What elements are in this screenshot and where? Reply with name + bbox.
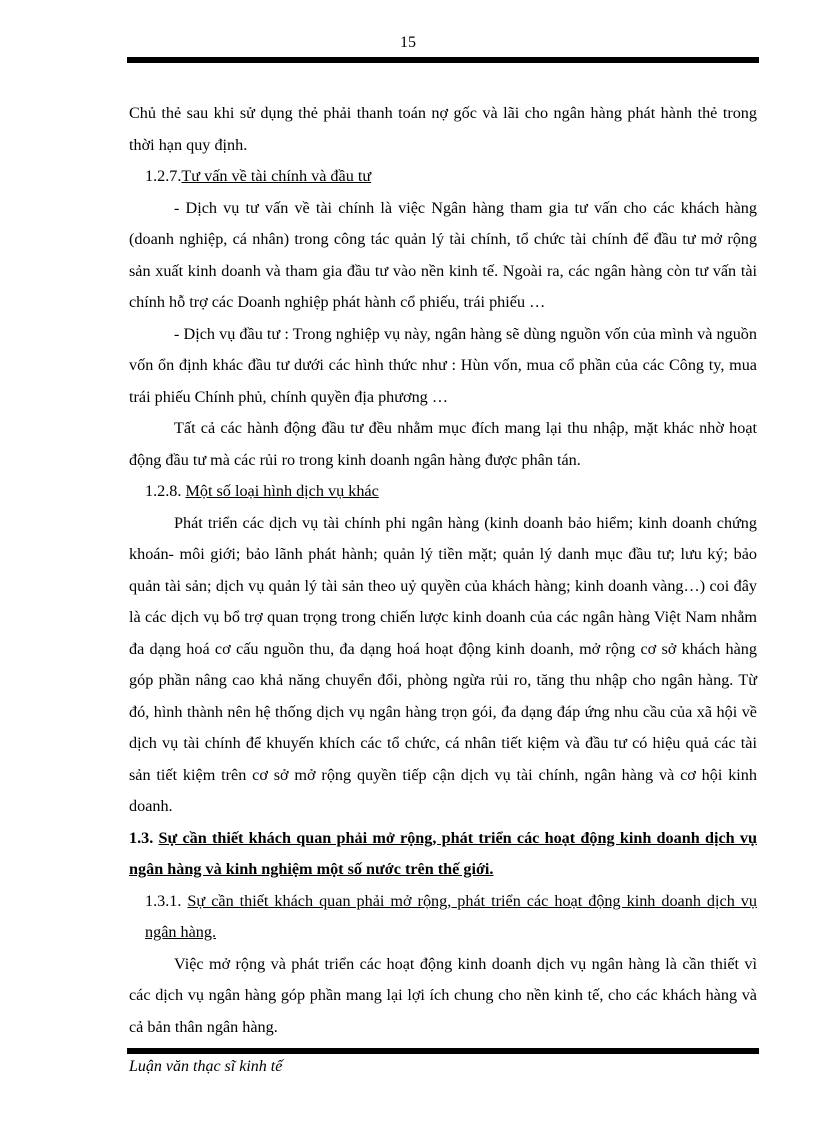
document-body (129, 98, 757, 1043)
heading-number: 1.2.8. (145, 482, 186, 500)
paragraph: - Dịch vụ tư vấn về tài chính là việc Ngân hàng tham gia tư vấn cho các khách hàng (doanh nghiệp, cá nhân) trong công tác quản lý tài chính, tổ chức tài chính để đầu tư mở rộng sản xuất kinh doanh và tham gia đầu tư vào nền kinh tế. Ngoài ra, các ngân hàng còn tư vấn tài chính hỗ trợ các Doanh nghiệp phát hành cổ phiếu, trái phiếu … (129, 198, 757, 311)
header-rule (127, 57, 759, 63)
paragraph: Phát triển các dịch vụ tài chính phi ngân hàng (kinh doanh bảo hiểm; kinh doanh chứng khoán- môi giới; bảo lãnh phát hành; quản lý tiền mặt; quản lý danh mục đầu tư; lưu ký; bảo quản tài sản; dịch vụ quản lý tài sản theo uỷ quyền của khách hàng; kinh doanh vàng…) coi đây là các dịch vụ bổ trợ quan trọng trong chiến lược kinh doanh của các ngân hàng Việt Nam nhằm đa dạng hoá cơ cấu nguồn thu, đa dạng hoá hoạt động kinh doanh, mở rộng cơ sở khách hàng góp phần nâng cao khả năng chuyển đổi, phòng ngừa rủi ro, tăng thu nhập cho ngân hàng. Từ đó, hình thành nên hệ thống dịch vụ ngân hàng trọn gói, đa dạng đáp ứng nhu cầu của xã hội về dịch vụ tài chính để khuyến khích các tổ chức, cá nhân tiết kiệm và đầu tư có hiệu quả các tài sản tiết kiệm trên cơ sở mở rộng quyền tiếp cận dịch vụ tài chính, ngân hàng và cơ hội kinh doanh. (129, 513, 757, 815)
paragraph: Tất cả các hành động đầu tư đều nhằm mục đích mang lại thu nhập, mặt khác nhờ hoạt động đầu tư mà các rủi ro trong kinh doanh ngân hàng được phân tán. (129, 419, 757, 469)
paragraph: Chủ thẻ sau khi sử dụng thẻ phải thanh toán nợ gốc và lãi cho ngân hàng phát hành thẻ trong thời hạn quy định. (129, 104, 757, 154)
page-number: 15 (400, 34, 416, 51)
heading-title: Một số loại hình dịch vụ khác (185, 482, 379, 500)
heading-1-3-1 (129, 886, 757, 949)
paragraph: - Dịch vụ đầu tư : Trong nghiệp vụ này, ngân hàng sẽ dùng nguồn vốn của mình và nguồn vốn ổn định khác đầu tư dưới các hình thức như : Hùn vốn, mua cổ phần của các Công ty, mua trái phiếu Chính phủ, chính quyền địa phương … (129, 324, 757, 406)
footer-text: Luận văn thạc sĩ kinh tế (129, 1058, 283, 1075)
heading-title: Sự cần thiết khách quan phải mở rộng, phát triển các hoạt động kinh doanh dịch vụ ngân hàng. (145, 891, 757, 941)
heading-number: 1.3.1. (145, 891, 188, 910)
heading-title: Tư vấn về tài chính và đầu tư (181, 167, 372, 185)
heading-number: 1.3. (129, 828, 159, 847)
heading-1-3 (129, 823, 757, 886)
heading-1-2-7 (129, 161, 757, 193)
footer-rule (127, 1048, 759, 1054)
paragraph: Việc mở rộng và phát triển các hoạt động kinh doanh dịch vụ ngân hàng là cần thiết vì các dịch vụ ngân hàng góp phần mang lại lợi ích chung cho nền kinh tế, cho các khách hàng và cả bản thân ngân hàng. (129, 954, 757, 1036)
heading-title: Sự cần thiết khách quan phải mở rộng, phát triển các hoạt động kinh doanh dịch vụ ngân hàng và kinh nghiệm một số nước trên thế giới. (129, 828, 757, 878)
heading-1-2-8 (129, 476, 757, 508)
heading-number: 1.2.7. (145, 167, 182, 185)
